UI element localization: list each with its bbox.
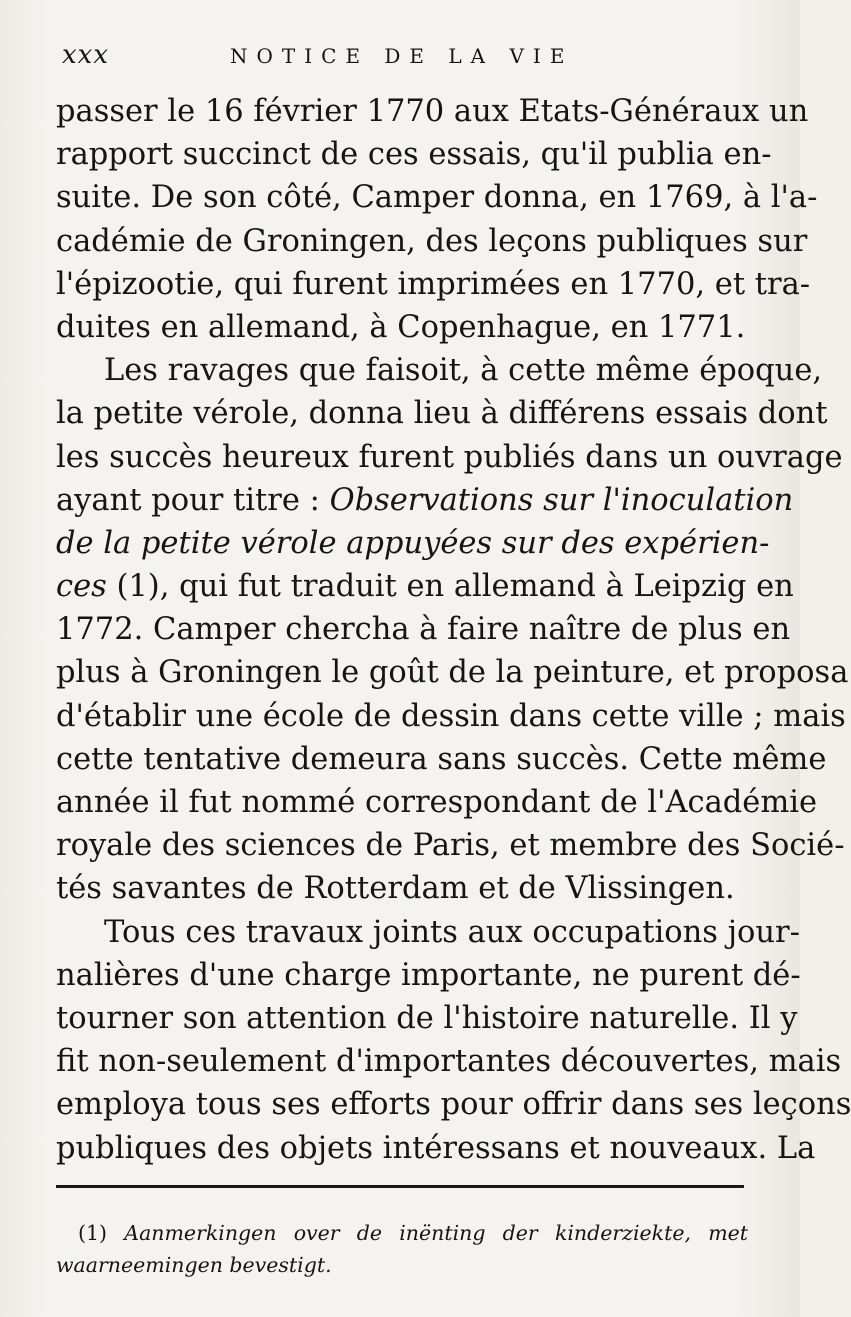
text-line: plus à Groningen le goût de la peinture, et proposa bbox=[56, 655, 849, 691]
text-line: rapport succinct de ces essais, qu'il publia en- bbox=[56, 137, 772, 173]
text-span: ayant pour titre : bbox=[56, 482, 330, 518]
text-line: la petite vérole, donna lieu à différens essais dont bbox=[56, 396, 828, 432]
body-text bbox=[56, 90, 851, 1170]
footnotes bbox=[56, 1217, 748, 1281]
text-line: tourner son attention de l'histoire naturelle. Il y bbox=[56, 1000, 798, 1036]
text-line: année il fut nommé correspondant de l'Académie bbox=[56, 785, 818, 820]
text-line: cette tentative demeura sans succès. Cette même bbox=[56, 741, 827, 777]
footnote-text: Aanmerkingen over de inënting der kinderziekte, met bbox=[124, 1221, 749, 1245]
text-line: les succès heureux furent publiés dans un ouvrage bbox=[56, 439, 843, 475]
footnote-rule bbox=[56, 1185, 744, 1188]
text-line: publiques des objets intéressans et nouveaux. La bbox=[56, 1130, 816, 1166]
text-line bbox=[56, 565, 794, 608]
footnote-number: (1) bbox=[78, 1221, 125, 1245]
text-line: d'établir une école de dessin dans cette ville ; mais bbox=[56, 698, 846, 734]
text-line: passer le 16 février 1770 aux Etats-Généraux un bbox=[56, 94, 809, 129]
page-number: xxx bbox=[62, 40, 109, 70]
text-line: 1772. Camper chercha à faire naître de plus en bbox=[56, 612, 791, 648]
running-title: NOTICE DE LA VIE bbox=[230, 44, 574, 68]
text-line: employa tous ses efforts pour offrir dans ses leçons bbox=[56, 1087, 851, 1123]
book-title-italic: Observations sur l'inoculation bbox=[329, 482, 794, 518]
text-line: nalières d'une charge importante, ne purent dé- bbox=[56, 957, 801, 993]
text-line: tés savantes de Rotterdam et de Vlissingen. bbox=[56, 871, 735, 907]
text-line: cadémie de Groningen, des leçons publiques sur bbox=[56, 223, 808, 259]
text-line: Tous ces travaux joints aux occupations jour- bbox=[104, 914, 800, 950]
text-line: l'épizootie, qui furent imprimées en 1770, et tra- bbox=[56, 266, 811, 302]
text-line: fit non-seulement d'importantes découvertes, mais bbox=[56, 1044, 842, 1080]
text-line: suite. De son côté, Camper donna, en 1769, à l'a- bbox=[56, 180, 818, 216]
text-line: royale des sciences de Paris, et membre des Socié- bbox=[56, 828, 845, 864]
text-line: duites en allemand, à Copenhague, en 1771. bbox=[56, 309, 746, 345]
footnote-line bbox=[56, 1217, 748, 1249]
text-line: Les ravages que faisoit, à cette même époque, bbox=[104, 353, 823, 389]
text-line bbox=[56, 479, 794, 522]
page-header bbox=[52, 40, 752, 80]
footnote-line: waarneemingen bevestigt. bbox=[56, 1253, 332, 1277]
text-line: de la petite vérole appuyées sur des expérien- bbox=[56, 525, 770, 561]
book-title-italic: ces bbox=[56, 569, 107, 605]
text-span: (1), qui fut traduit en allemand à Leipzig en bbox=[106, 569, 794, 605]
